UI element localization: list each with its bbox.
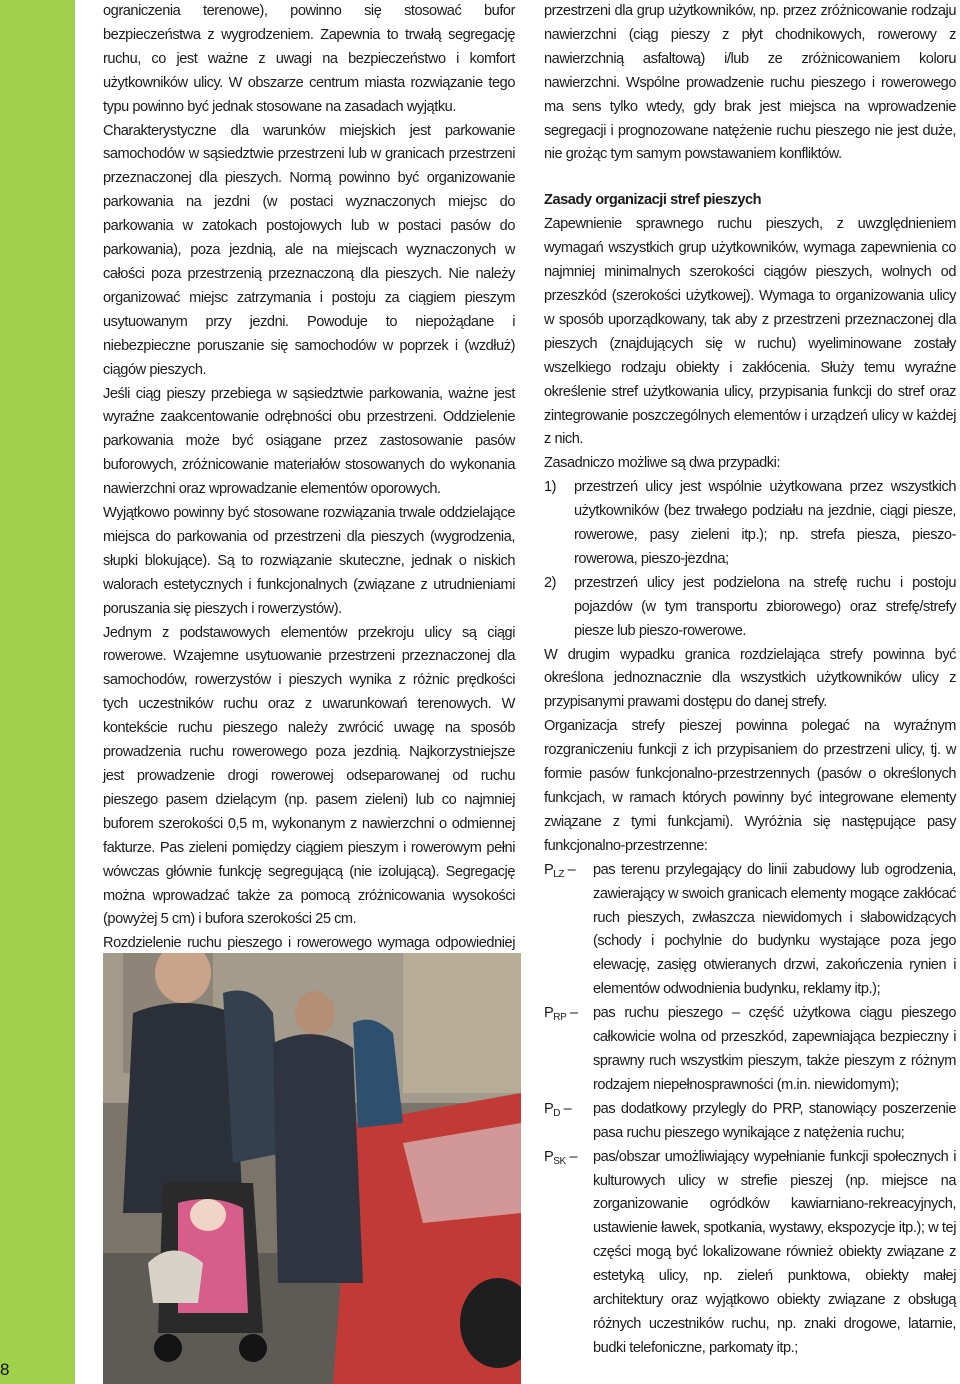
definition-term: $P_{RP}$ –: [544, 1005, 578, 1024]
definition-item: [544, 1146, 956, 1361]
paragraph: Organizacja strefy pieszej powinna polegać na wyraźnym rozgraniczeniu funkcji z ich przypisaniem do przestrzeni ulicy, tj. w formie pasów funkcjonalno-przestrzennych (pasów o określonych funkcjach, w ramach których powinny być integrowane elementy związane z tymi funkcjami). Wyróżnia się następujące pasy funkcjonalno-przestrzenne:: [544, 718, 956, 854]
definition-text: pas terenu przylegający do linii zabudowy lub ogrodzenia, zawierający w swoich granicach elementy mogące zakłócać ruch pieszych, zwłaszcza niewidomych i słabowidzących (schody i pochylnie do budynku wystające poza jego elewację, zasięg otwieranych drzwi, zakończenia rynien i elementów odwodnienia budynku, reklamy itp.);: [593, 861, 956, 998]
definition-item: [544, 859, 956, 1002]
paragraph: Charakterystyczne dla warunków miejskich jest parkowanie samochodów w sąsiedztwie przestrzeni lub w granicach przestrzeni przeznaczonej dla pieszych. Normą powinno być organizowanie parkowania na jezdni (w postaci wyznaczonych miejsc do parkowania w zatokach postojowych lub w postaci pasów do parkowania), poza jezdnią, ale na miejscach wyznaczonych w całości poza przestrzenią przeznaczoną dla pieszych. Nie należy organizować miejsc zatrzymania i postoju za ciągiem pieszym usytuowanym przy jezdni. Powoduje to niepożądane i niebezpieczne poruszanie się samochodów w poprzek i (wzdłuż) ciągów pieszych.: [103, 122, 515, 378]
paragraph: Wyjątkowo powinny być stosowane rozwiązania trwale oddzielające miejsca do parkowania od przestrzeni dla pieszych (wygrodzenia, słupki blokujące). Są to rozwiązanie skuteczne, jednak o niskich walorach estetycznych i funkcjonalnych (związane z utrudnieniami poruszania się pieszych i rowerzystów).: [103, 505, 515, 617]
right-column: [544, 0, 956, 1361]
definition-text: pas dodatkowy przylegly do PRP, stanowiący poszerzenie pasa ruchu pieszego wynikające z natężenia ruchu;: [593, 1100, 956, 1141]
list-number: 2): [544, 574, 557, 591]
definition-text: pas ruchu pieszego – część użytkowa ciągu pieszego całkowicie wolna od przeszkód, zapewniająca bezpieczny i sprawny ruch wszystkim pieszym, także pieszym z różnym rodzajem niepełnosprawności (m.in. niewidomym);: [593, 1005, 956, 1093]
section-heading: Zasady organizacji stref pieszych: [544, 192, 762, 209]
list-text: przestrzeń ulicy jest wspólnie użytkowana przez wszystkich użytkowników (bez trwałego podziału na jezdnie, ciągi piesze, rowerowe, pasy zieleni itp.); np. strefa piesza, pieszo-rowerowa, pieszo-jezdna;: [574, 479, 956, 567]
list-item: [544, 476, 956, 572]
page-number: 8: [0, 1360, 10, 1379]
paragraph: Jeśli ciąg pieszy przebiega w sąsiedztwie parkowania, ważne jest wyraźne zaakcentowanie odrębności obu przestrzeni. Oddzielenie parkowania może być osiągane przez zastosowanie pasów buforowych, zróżnicowanie materiałów stosowanych do wykonania nawierzchni oraz wprowadzanie elementów oporowych.: [103, 385, 515, 498]
definition-item: [544, 1002, 956, 1098]
definition-term: $P_{LZ}$ –: [544, 861, 576, 880]
definition-text: pas/obszar umożliwiający wypełnianie funkcji społecznych i kulturowych ulicy w strefie pieszej (np. miejsce na zorganizowanie ogródków kawiarniano-rekreacyjnych, ustawienie ławek, spotkania, wystawy, ekspozycje itp.); w tej części mogą być lokalizowane również obiekty związane z estetyką ulicy, np. zieleń punktowa, obiekty małej architektury oraz wyjątkowo obiekty związane z obsługą różnych uczestników ruchu, np. znaki drogowe, latarnie, budki telefoniczne, parkomaty itp.;: [593, 1148, 956, 1356]
list-item: [544, 572, 956, 644]
paragraph: Jednym z podstawowych elementów przekroju ulicy są ciągi rowerowe. Wzajemne usytuowanie przestrzeni przeznaczonej dla samochodów, rowerzystów i pieszych wynika z różnic prędkości tych uczestników ruchu oraz z uwarunkowań terenowych. W kontekście ruchu pieszego należy zwrócić uwagę na sposób prowadzenia ruchu rowerowego poza jezdnią. Najkorzystniejsze jest prowadzenie drogi rowerowej odseparowanej od ruchu pieszego pasem dzielącym (np. pasem zieleni) lub co najmniej buforem szerokości 0,5 m, wykonanym z nawierzchni o odmiennej fakturze. Pas zieleni pomiędzy ciągiem pieszym i rowerowym pełni wówczas głównie funkcję segregującą (nie izolującą). Segregację można wprowadzać także za pomocą zróżnicowania wysokości (powyżej 5 cm) i bufora szerokości 25 cm.: [103, 624, 515, 928]
definition-term: $P_{SK}$ –: [544, 1148, 578, 1167]
definition-item: [544, 1098, 956, 1146]
list-text: przestrzeń ulicy jest podzielona na strefę ruchu i postoju pojazdów (w tym transportu zbiorowego) oraz strefę/strefy piesze lub pieszo-rowerowe.: [574, 574, 956, 639]
paragraph: przestrzeni dla grup użytkowników, np. przez zróżnicowanie rodzaju nawierzchni (ciąg pieszy z płyt chodnikowych, rowerowy z nawierzchnią asfaltową) i/lub ze zróżnicowaniem koloru nawierzchni. Wspólne prowadzenie ruchu pieszego i rowerowego ma sens tylko wtedy, gdy brak jest miejsca na wprowadzenie segregacji i prognozowane natężenie ruchu pieszego nie jest duże, nie grożąc tym samym powstawaniem konfliktów.: [544, 3, 956, 163]
left-column: [103, 0, 515, 1004]
definition-term: $P_D$ –: [544, 1100, 572, 1119]
paragraph: W drugim wypadku granica rozdzielająca strefy powinna być określona jednoznacznie dla wszystkich użytkowników ulicy z przypisanymi prawami dostępu do danej strefy.: [544, 646, 956, 711]
paragraph: ograniczenia terenowe), powinno się stosować bufor bezpieczeństwa z wygrodzeniem. Zapewnia to trwałą segregację ruchu, co jest ważne z uwagi na bezpieczeństwo i komfort użytkowników ulicy. W obszarze centrum miasta rozwiązanie tego typu powinno być jednak stosowane na zasadach wyjątku.: [103, 3, 515, 115]
street-photo: [103, 953, 521, 1384]
page-margin-bar: [0, 0, 75, 1384]
paragraph: Zasadniczo możliwe są dwa przypadki:: [544, 455, 781, 472]
paragraph: Zapewnienie sprawnego ruchu pieszych, z uwzględnieniem wymagań wszystkich grup użytkowników, wymaga zapewnienia co najmniej minimalnych szerokości ciągów pieszych, wolnych od przeszkód (szerokości użytkowej). Wymaga to organizowania ulicy w sposób uporządkowany, tak aby z przestrzeni przeznaczonej dla pieszych (znajdujących się w ruchu) wyeliminowane zostały wszelkiego rodzaju obiekty i zakłócenia. Służy temu wyraźne określenie stref użytkowania ulicy, przypisania funkcji do stref oraz zintegrowanie poszczególnych elementów i urządzeń ulicy w każdej z nich.: [544, 216, 956, 448]
list-number: 1): [544, 479, 557, 496]
paragraph: Rozdzielenie ruchu pieszego i rowerowego wymaga odpowiedniej: [103, 935, 515, 952]
